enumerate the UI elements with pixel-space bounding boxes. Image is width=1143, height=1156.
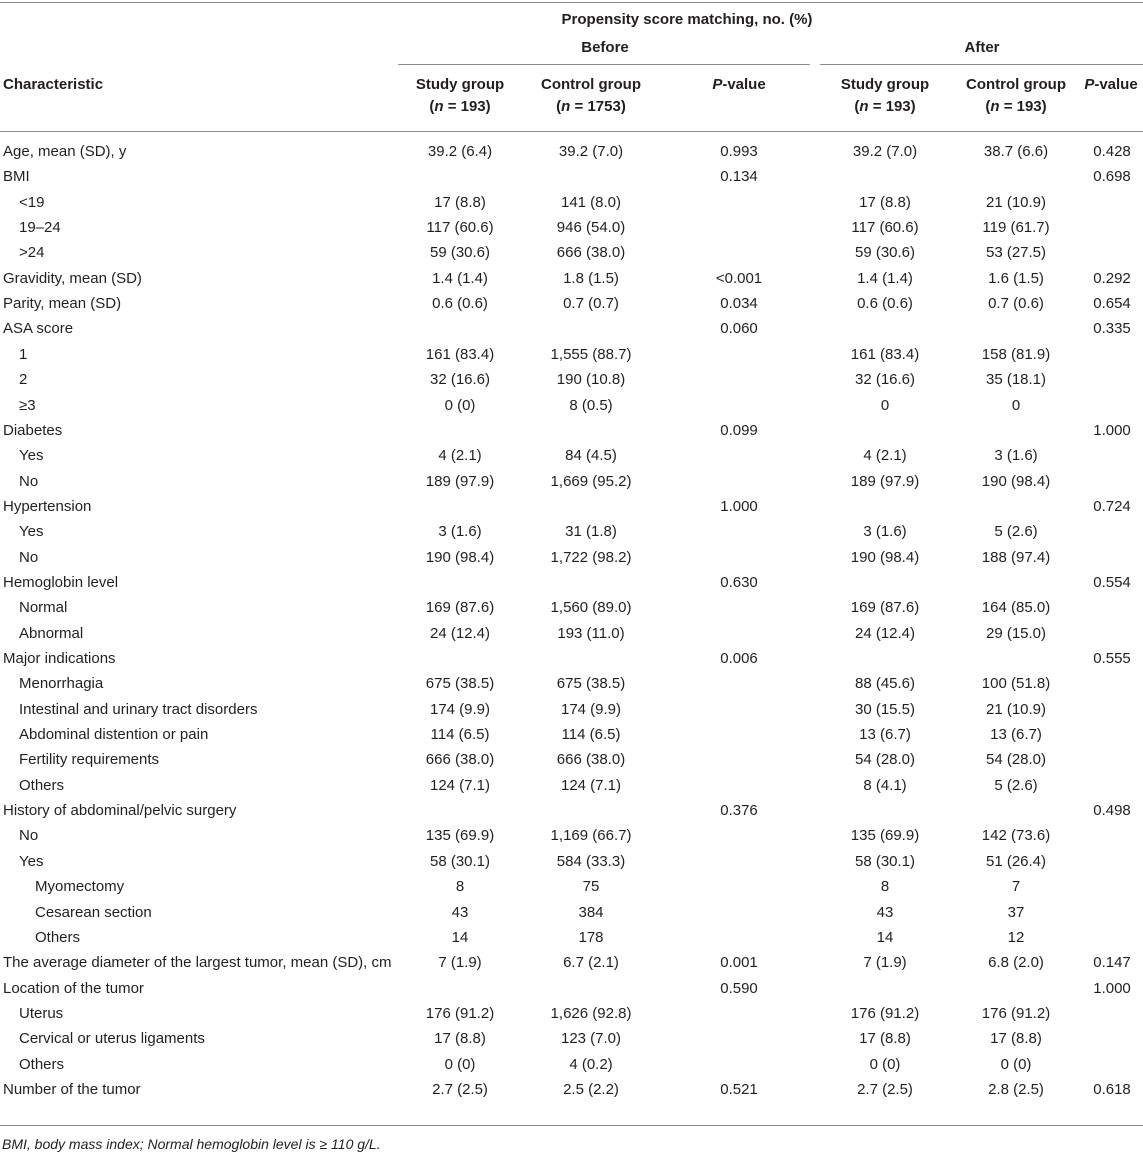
after-header: After xyxy=(964,39,1000,56)
control-after-cell: 29 (15.0) xyxy=(985,625,1047,642)
control-after-cell: 190 (98.4) xyxy=(981,473,1051,490)
control-before-cell: 123 (7.0) xyxy=(560,1030,622,1047)
p-before-cell: <0.001 xyxy=(715,270,763,287)
control-before-cell: 84 (4.5) xyxy=(565,447,617,464)
study-after-cell: 30 (15.5) xyxy=(854,701,916,718)
study-after-cell: 0 (0) xyxy=(869,1056,901,1073)
study-after-cell: 135 (69.9) xyxy=(850,827,920,844)
study-before-cell: 114 (6.5) xyxy=(430,726,490,743)
control-before-cell: 584 (33.3) xyxy=(556,853,626,870)
row-label: Diabetes xyxy=(3,422,63,439)
n-value: = 1753) xyxy=(570,98,626,115)
study-after-cell: 7 (1.9) xyxy=(863,954,907,971)
row-label: Fertility requirements xyxy=(19,751,160,768)
study-before-cell: 8 xyxy=(455,878,465,895)
control-before-cell: 1.8 (1.5) xyxy=(563,270,619,287)
control-after-cell: 119 (61.7) xyxy=(982,219,1050,236)
control-after-cell: 5 (2.6) xyxy=(994,523,1038,540)
control-after-cell: 21 (10.9) xyxy=(985,194,1047,211)
control-before-cell: 384 xyxy=(578,904,604,921)
row-label: Cesarean section xyxy=(35,904,152,921)
row-label: History of abdominal/pelvic surgery xyxy=(3,802,237,819)
study-group-before-n: (n = 193) xyxy=(429,98,491,115)
row-label: >24 xyxy=(19,244,45,261)
p-before-cell: 0.590 xyxy=(720,980,758,997)
control-after-cell: 35 (18.1) xyxy=(985,371,1047,388)
after-group-rule xyxy=(820,64,1143,65)
control-before-cell: 75 xyxy=(582,878,600,895)
study-after-cell: 14 xyxy=(876,929,894,946)
control-after-cell: 0 xyxy=(1011,397,1021,414)
p-before-cell: 0.993 xyxy=(720,143,758,160)
control-before-cell: 8 (0.5) xyxy=(569,397,613,414)
study-before-cell: 14 xyxy=(451,929,469,946)
control-before-cell: 178 xyxy=(578,929,604,946)
study-before-cell: 7 (1.9) xyxy=(438,954,482,971)
p-value-after-header xyxy=(1084,76,1137,94)
control-after-cell: 51 (26.4) xyxy=(985,853,1047,870)
study-before-cell: 0 (0) xyxy=(444,1056,476,1073)
study-after-cell: 0.6 (0.6) xyxy=(857,295,913,312)
control-after-cell: 176 (91.2) xyxy=(981,1005,1051,1022)
row-label: No xyxy=(19,549,39,566)
control-after-cell: 1.6 (1.5) xyxy=(988,270,1044,287)
n-label: n xyxy=(990,98,1000,115)
control-group-before-header: Control group xyxy=(541,76,641,93)
row-label: Intestinal and urinary tract disorders xyxy=(19,701,258,718)
study-after-cell: 54 (28.0) xyxy=(854,751,916,768)
n-label: n xyxy=(859,98,869,115)
study-before-cell: 4 (2.1) xyxy=(438,447,482,464)
control-group-before-n: (n = 1753) xyxy=(556,98,626,115)
p-after-cell: 0.498 xyxy=(1093,802,1131,819)
control-before-cell: 666 (38.0) xyxy=(556,244,626,261)
p-after-cell: 0.618 xyxy=(1093,1081,1131,1098)
control-after-cell: 0 (0) xyxy=(1000,1056,1032,1073)
study-after-cell: 189 (97.9) xyxy=(850,473,920,490)
p-before-cell: 0.521 xyxy=(720,1081,758,1098)
p-before-cell: 0.630 xyxy=(720,574,758,591)
control-after-cell: 12 xyxy=(1007,929,1025,946)
control-before-cell: 666 (38.0) xyxy=(556,751,626,768)
study-before-cell: 189 (97.9) xyxy=(425,473,495,490)
control-before-cell: 39.2 (7.0) xyxy=(558,143,624,160)
study-after-cell: 17 (8.8) xyxy=(859,1030,911,1047)
study-before-cell: 17 (8.8) xyxy=(434,1030,486,1047)
row-label: 19–24 xyxy=(19,219,61,236)
row-label: Uterus xyxy=(19,1005,64,1022)
row-label: <19 xyxy=(19,194,45,211)
row-label: Normal xyxy=(19,599,68,616)
control-after-cell: 142 (73.6) xyxy=(981,827,1051,844)
n-value: = 193) xyxy=(868,98,916,115)
control-before-cell: 114 (6.5) xyxy=(561,726,621,743)
study-after-cell: 117 (60.6) xyxy=(851,219,919,236)
study-before-cell: 124 (7.1) xyxy=(429,777,491,794)
control-after-cell: 7 xyxy=(1011,878,1021,895)
control-before-cell: 6.7 (2.1) xyxy=(563,954,619,971)
control-after-cell: 164 (85.0) xyxy=(981,599,1051,616)
row-label: The average diameter of the largest tumor, mean (SD), cm xyxy=(3,954,392,971)
row-label: Others xyxy=(19,777,65,794)
propensity-header: Propensity score matching, no. (%) xyxy=(561,11,813,28)
p-after-cell: 0.555 xyxy=(1093,650,1131,667)
study-before-cell: 176 (91.2) xyxy=(425,1005,495,1022)
study-before-cell: 58 (30.1) xyxy=(429,853,491,870)
p-before-cell: 0.006 xyxy=(720,650,758,667)
n-label: n xyxy=(561,98,571,115)
p-before-cell: 0.099 xyxy=(720,422,758,439)
row-label: Hemoglobin level xyxy=(3,574,119,591)
before-header: Before xyxy=(581,39,629,56)
study-before-cell: 0.6 (0.6) xyxy=(432,295,488,312)
n-value: = 193) xyxy=(999,98,1047,115)
control-after-cell: 158 (81.9) xyxy=(981,346,1051,363)
study-after-cell: 58 (30.1) xyxy=(854,853,916,870)
study-after-cell: 169 (87.6) xyxy=(850,599,920,616)
study-after-cell: 13 (6.7) xyxy=(859,726,911,743)
control-before-cell: 0.7 (0.7) xyxy=(563,295,619,312)
study-after-cell: 88 (45.6) xyxy=(854,675,916,692)
study-before-cell: 666 (38.0) xyxy=(425,751,495,768)
control-after-cell: 0.7 (0.6) xyxy=(988,295,1044,312)
control-before-cell: 675 (38.5) xyxy=(556,675,626,692)
study-after-cell: 8 xyxy=(880,878,890,895)
p-before-cell: 0.376 xyxy=(720,802,758,819)
control-after-cell: 3 (1.6) xyxy=(994,447,1038,464)
control-before-cell: 124 (7.1) xyxy=(560,777,622,794)
study-before-cell: 1.4 (1.4) xyxy=(432,270,488,287)
study-before-cell: 43 xyxy=(451,904,469,921)
row-label: Myomectomy xyxy=(35,878,125,895)
control-after-cell: 100 (51.8) xyxy=(981,675,1051,692)
control-before-cell: 193 (11.0) xyxy=(557,625,625,642)
p-after-cell: 0.698 xyxy=(1093,168,1131,185)
control-before-cell: 1,560 (89.0) xyxy=(550,599,632,616)
study-after-cell: 2.7 (2.5) xyxy=(857,1081,913,1098)
row-label: Major indications xyxy=(3,650,116,667)
row-label: ≥3 xyxy=(19,397,36,414)
study-before-cell: 32 (16.6) xyxy=(429,371,491,388)
study-after-cell: 1.4 (1.4) xyxy=(857,270,913,287)
p-before-cell: 0.034 xyxy=(720,295,758,312)
study-after-cell: 59 (30.6) xyxy=(854,244,916,261)
control-before-cell: 1,555 (88.7) xyxy=(550,346,632,363)
row-label: Age, mean (SD), y xyxy=(3,143,127,160)
row-label: 2 xyxy=(19,371,28,388)
row-label: Others xyxy=(35,929,81,946)
study-after-cell: 24 (12.4) xyxy=(854,625,916,642)
p-before-cell: 0.001 xyxy=(720,954,758,971)
p-after-cell: 0.335 xyxy=(1093,320,1131,337)
control-after-cell: 54 (28.0) xyxy=(985,751,1047,768)
control-after-cell: 53 (27.5) xyxy=(985,244,1047,261)
row-label: Location of the tumor xyxy=(3,980,144,997)
p-before-cell: 1.000 xyxy=(720,498,758,515)
study-before-cell: 3 (1.6) xyxy=(438,523,482,540)
row-label: No xyxy=(19,827,39,844)
p-after-cell: 0.147 xyxy=(1093,954,1131,971)
control-after-cell: 6.8 (2.0) xyxy=(988,954,1044,971)
study-after-cell: 17 (8.8) xyxy=(859,194,911,211)
row-label: Yes xyxy=(19,447,44,464)
control-before-cell: 1,669 (95.2) xyxy=(550,473,632,490)
study-before-cell: 17 (8.8) xyxy=(434,194,486,211)
row-label: Parity, mean (SD) xyxy=(3,295,122,312)
study-after-cell: 32 (16.6) xyxy=(854,371,916,388)
study-before-cell: 675 (38.5) xyxy=(425,675,495,692)
p-after-cell: 0.554 xyxy=(1093,574,1131,591)
study-group-after-header: Study group xyxy=(840,76,930,93)
study-after-cell: 176 (91.2) xyxy=(850,1005,920,1022)
study-group-before-header: Study group xyxy=(415,76,505,93)
control-after-cell: 5 (2.6) xyxy=(994,777,1038,794)
control-group-after-header: Control group xyxy=(966,76,1066,93)
study-before-cell: 169 (87.6) xyxy=(425,599,495,616)
before-group-rule xyxy=(398,64,810,65)
n-label: n xyxy=(434,98,444,115)
row-label: Gravidity, mean (SD) xyxy=(3,270,142,287)
study-before-cell: 174 (9.9) xyxy=(429,701,491,718)
row-label: Abdominal distention or pain xyxy=(19,726,209,743)
row-label: Hypertension xyxy=(3,498,92,515)
control-before-cell: 31 (1.8) xyxy=(565,523,617,540)
study-after-cell: 3 (1.6) xyxy=(863,523,907,540)
row-label: Menorrhagia xyxy=(19,675,104,692)
row-label: ASA score xyxy=(3,320,74,337)
study-after-cell: 43 xyxy=(876,904,894,921)
study-group-after-n: (n = 193) xyxy=(854,98,916,115)
control-before-cell: 141 (8.0) xyxy=(560,194,622,211)
row-label: 1 xyxy=(19,346,28,363)
control-after-cell: 13 (6.7) xyxy=(990,726,1042,743)
study-after-cell: 39.2 (7.0) xyxy=(852,143,918,160)
p-after-cell: 0.654 xyxy=(1093,295,1131,312)
study-before-cell: 117 (60.6) xyxy=(426,219,494,236)
control-after-cell: 2.8 (2.5) xyxy=(988,1081,1044,1098)
study-before-cell: 2.7 (2.5) xyxy=(432,1081,488,1098)
control-after-cell: 21 (10.9) xyxy=(985,701,1047,718)
p-after-cell: 1.000 xyxy=(1093,980,1131,997)
row-label: Others xyxy=(19,1056,65,1073)
p-after-cell: 0.428 xyxy=(1093,143,1131,160)
p-label: P xyxy=(1084,76,1095,93)
row-label: Number of the tumor xyxy=(3,1081,141,1098)
top-rule xyxy=(0,2,1143,3)
control-after-cell: 17 (8.8) xyxy=(990,1030,1042,1047)
study-after-cell: 4 (2.1) xyxy=(863,447,907,464)
n-value: = 193) xyxy=(443,98,491,115)
study-before-cell: 161 (83.4) xyxy=(425,346,495,363)
control-before-cell: 1,722 (98.2) xyxy=(550,549,632,566)
row-label: Abnormal xyxy=(19,625,84,642)
characteristic-header: Characteristic xyxy=(3,76,104,93)
study-after-cell: 161 (83.4) xyxy=(850,346,920,363)
row-label: BMI xyxy=(3,168,30,185)
control-after-cell: 38.7 (6.6) xyxy=(983,143,1049,160)
study-before-cell: 59 (30.6) xyxy=(429,244,491,261)
p-label-rest: -value xyxy=(722,76,766,93)
control-before-cell: 190 (10.8) xyxy=(556,371,626,388)
row-label: Yes xyxy=(19,853,44,870)
study-before-cell: 135 (69.9) xyxy=(425,827,495,844)
p-value-before-header xyxy=(712,76,765,94)
control-before-cell: 4 (0.2) xyxy=(569,1056,613,1073)
control-before-cell: 1,169 (66.7) xyxy=(550,827,632,844)
control-before-cell: 1,626 (92.8) xyxy=(550,1005,632,1022)
control-before-cell: 946 (54.0) xyxy=(556,219,626,236)
p-after-cell: 0.724 xyxy=(1093,498,1131,515)
row-label: Cervical or uterus ligaments xyxy=(19,1030,205,1047)
study-before-cell: 190 (98.4) xyxy=(425,549,495,566)
p-label: P xyxy=(712,76,723,93)
control-after-cell: 188 (97.4) xyxy=(981,549,1051,566)
study-before-cell: 0 (0) xyxy=(444,397,476,414)
row-label: No xyxy=(19,473,39,490)
header-bottom-rule xyxy=(0,131,1143,132)
study-after-cell: 0 xyxy=(880,397,890,414)
p-after-cell: 0.292 xyxy=(1093,270,1131,287)
study-before-cell: 39.2 (6.4) xyxy=(427,143,493,160)
p-before-cell: 0.060 xyxy=(720,320,758,337)
row-label: Yes xyxy=(19,523,44,540)
table-bottom-rule xyxy=(0,1125,1143,1126)
p-label-rest: -value xyxy=(1094,76,1138,93)
control-before-cell: 2.5 (2.2) xyxy=(563,1081,619,1098)
study-before-cell: 24 (12.4) xyxy=(429,625,491,642)
study-after-cell: 190 (98.4) xyxy=(850,549,920,566)
table-footnote: BMI, body mass index; Normal hemoglobin level is ≥ 110 g/L. xyxy=(2,1136,381,1152)
p-before-cell: 0.134 xyxy=(720,168,758,185)
control-after-cell: 37 xyxy=(1007,904,1025,921)
study-after-cell: 8 (4.1) xyxy=(863,777,907,794)
control-group-after-n: (n = 193) xyxy=(985,98,1047,115)
p-after-cell: 1.000 xyxy=(1093,422,1131,439)
control-before-cell: 174 (9.9) xyxy=(560,701,622,718)
